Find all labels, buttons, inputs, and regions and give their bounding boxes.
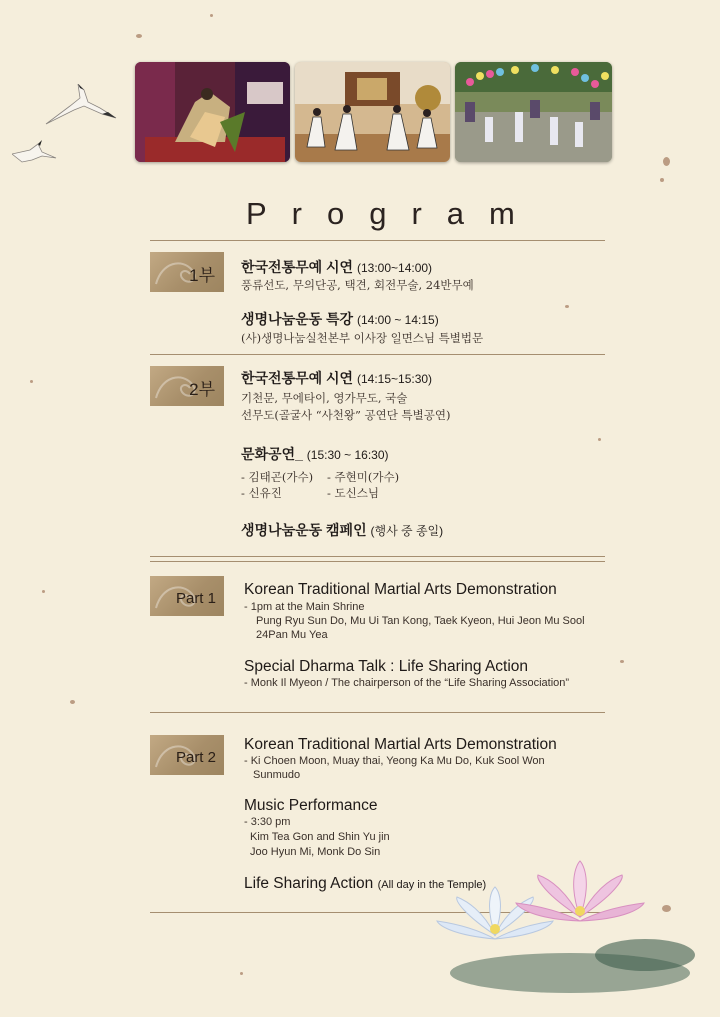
background-speck xyxy=(240,972,243,975)
divider xyxy=(150,240,605,241)
part1-badge-label: Part 1 xyxy=(175,590,216,607)
part2-badge-label: 2부 xyxy=(189,380,215,399)
part2-item2-detail-en: - 3:30 pm xyxy=(244,816,291,828)
heading-text: 문화공연_ xyxy=(241,446,303,462)
performer: - 신유진 xyxy=(241,486,282,500)
part1-item1-detail-en: 24Pan Mu Yea xyxy=(256,629,328,641)
part2-item2-detail-en: Kim Tea Gon and Shin Yu jin xyxy=(250,831,390,843)
part1-item2-heading xyxy=(241,309,439,329)
background-speck xyxy=(660,178,664,182)
background-speck xyxy=(70,700,75,704)
part1-item2-heading-en: Special Dharma Talk : Life Sharing Action xyxy=(244,658,529,675)
part1-badge-korean xyxy=(150,252,224,292)
part2-item1-heading xyxy=(241,368,432,388)
heading-note: (행사 중 종일) xyxy=(370,524,444,538)
performance-photo xyxy=(135,62,290,162)
part2-item2-heading xyxy=(241,444,389,464)
lotus-flower-illustration xyxy=(420,855,700,1005)
heading-note: (All day in the Temple) xyxy=(377,879,487,891)
background-speck xyxy=(136,34,142,38)
page-title: Program xyxy=(246,196,540,231)
part2-item3-heading xyxy=(241,520,443,540)
part2-item1-detail: 기천문, 무에타이, 영가무도, 국술 xyxy=(241,391,408,405)
background-speck xyxy=(663,157,670,166)
part2-item1-detail-en: - Ki Choen Moon, Muay thai, Yeong Ka Mu Do, Kuk Sool Won xyxy=(244,755,545,767)
divider xyxy=(150,712,605,713)
heading-text: Life Sharing Action xyxy=(244,875,374,892)
crane-illustration xyxy=(12,138,58,164)
crane-illustration xyxy=(44,84,118,130)
part2-badge-label: Part 2 xyxy=(175,749,216,766)
part2-badge-english xyxy=(150,735,224,775)
performer: - 김태곤(가수) xyxy=(241,470,314,484)
heading-text: 한국전통무예 시연 xyxy=(241,259,354,275)
background-speck xyxy=(565,305,569,308)
heading-time: (14:00 ~ 14:15) xyxy=(356,313,439,327)
heading-text: 한국전통무예 시연 xyxy=(241,370,354,386)
heading-time: (14:15~15:30) xyxy=(356,372,433,386)
performer: - 도신스님 xyxy=(327,486,379,500)
part2-badge-korean xyxy=(150,366,224,406)
background-speck xyxy=(30,380,33,383)
part1-item1-detail: 풍류선도, 무의단공, 택견, 회전무술, 24반무예 xyxy=(241,278,474,292)
martial-arts-photo xyxy=(295,62,450,162)
part2-item1-heading-en: Korean Traditional Martial Arts Demonstration xyxy=(244,736,557,753)
heading-text: 생명나눔운동 특강 xyxy=(241,311,354,327)
divider xyxy=(150,354,605,355)
heading-time: (15:30 ~ 16:30) xyxy=(306,448,389,462)
part2-item1-detail-en: Sunmudo xyxy=(253,769,301,781)
part1-item1-detail-en: - 1pm at the Main Shrine xyxy=(244,601,365,613)
part1-item1-detail-en: Pung Ryu Sun Do, Mu Ui Tan Kong, Taek Kyeon, Hui Jeon Mu Sool xyxy=(256,615,585,627)
part1-item1-heading-en: Korean Traditional Martial Arts Demonstration xyxy=(244,581,557,598)
part2-item2-heading-en: Music Performance xyxy=(244,797,378,814)
part1-badge-label: 1부 xyxy=(189,266,215,285)
background-speck xyxy=(620,660,624,663)
part1-badge-english xyxy=(150,576,224,616)
heading-text: 생명나눔운동 캠페인 xyxy=(241,522,367,538)
part1-item2-detail-en: - Monk Il Myeon / The chairperson of the “Life Sharing Association” xyxy=(244,677,570,689)
background-speck xyxy=(210,14,213,17)
performer: - 주현미(가수) xyxy=(327,470,400,484)
part2-item1-detail: 선무도(골굴사 “사천왕” 공연단 특별공연) xyxy=(241,408,451,422)
background-speck xyxy=(598,438,601,441)
background-speck xyxy=(42,590,45,593)
temple-crowd-photo xyxy=(455,62,612,162)
part1-item2-detail: (사)생명나눔실천본부 이사장 일면스님 특별법문 xyxy=(241,331,484,345)
part1-item1-heading xyxy=(241,257,432,277)
heading-time: (13:00~14:00) xyxy=(356,261,433,275)
section-divider xyxy=(150,556,605,562)
part2-item2-detail-en: Joo Hyun Mi, Monk Do Sin xyxy=(250,846,381,858)
